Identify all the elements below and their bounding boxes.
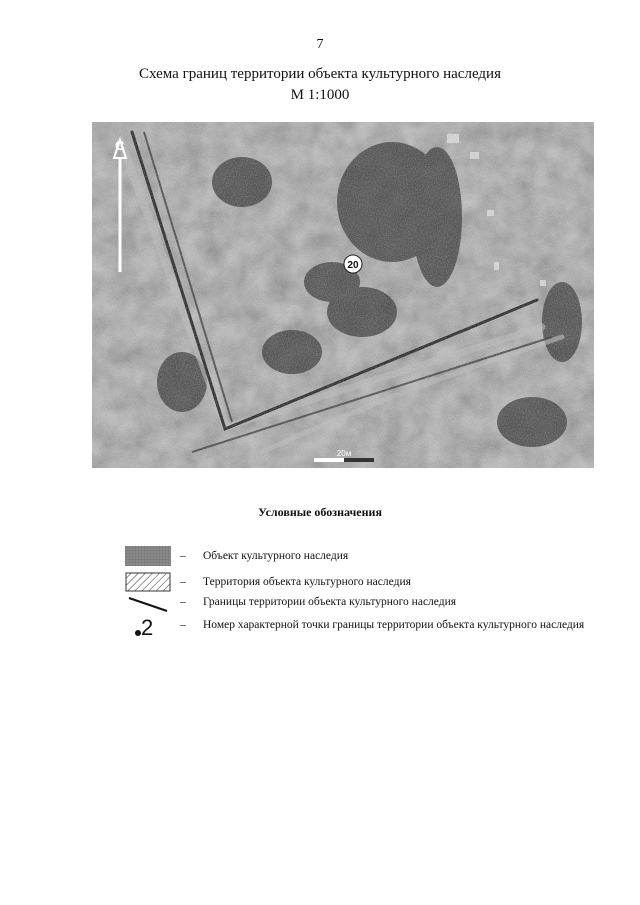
legend-text: Номер характерной точки границы территории объекта культурного наследия <box>203 619 585 631</box>
title-line: Схема границ территории объекта культурного наследия <box>139 66 501 82</box>
page-number: 7 <box>316 37 324 52</box>
legend-dash: – <box>180 576 186 588</box>
scale-bar-label: 20м <box>336 449 352 458</box>
legend-dash: – <box>180 550 186 562</box>
legend-dash: – <box>180 619 186 631</box>
legend-point-number: 2 <box>141 615 154 640</box>
legend-text: Объект культурного наследия <box>203 550 349 562</box>
legend-dash: – <box>180 596 186 608</box>
aerial-map <box>92 122 594 468</box>
scale-line: М 1:1000 <box>290 87 350 103</box>
page-title <box>0 64 640 106</box>
point-marker-label: 20 <box>347 260 359 271</box>
north-label: С <box>115 138 125 153</box>
legend-text: Территория объекта культурного наследия <box>203 576 411 588</box>
map-grain <box>92 122 594 468</box>
point-marker <box>344 255 362 273</box>
legend-text: Границы территории объекта культурного наследия <box>203 596 457 608</box>
legend-symbol-object <box>125 546 171 566</box>
legend-symbol-territory <box>125 572 171 592</box>
legend-symbol-point <box>125 617 171 645</box>
legend-title: Условные обозначения <box>258 505 382 519</box>
legend-symbol-boundary <box>125 594 171 614</box>
